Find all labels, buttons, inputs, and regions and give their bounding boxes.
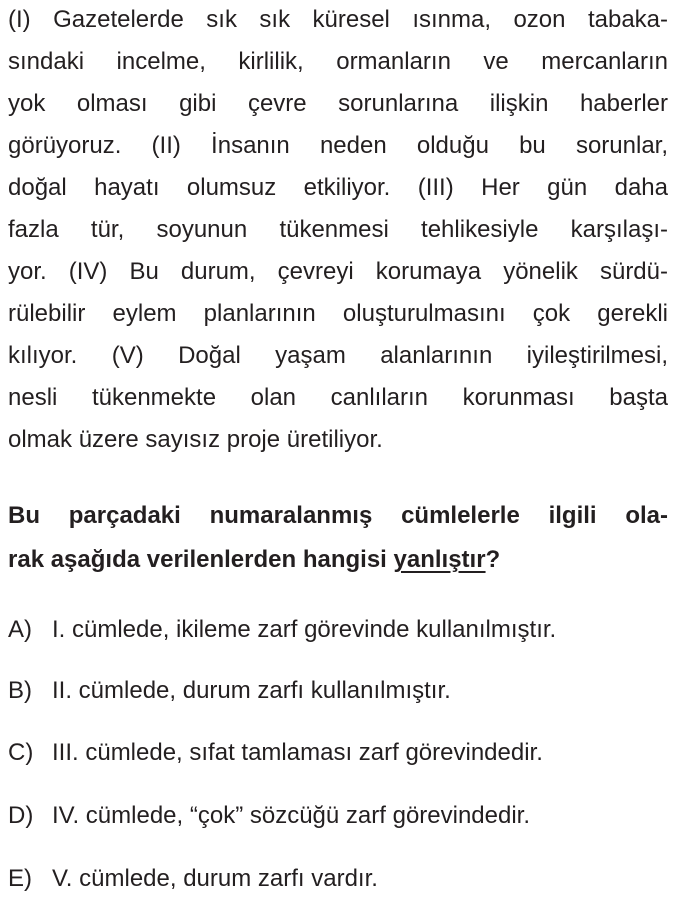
option-text: II. cümlede, durum zarfı kullanılmıştır. — [52, 677, 451, 704]
option-letter: E) — [8, 865, 32, 892]
question-text: rak aşağıda verilenlerden hangisi — [8, 546, 394, 573]
option-letter: D) — [8, 802, 34, 829]
passage-line: yor. (IV) Bu durum, çevreyi korumaya yönelik sürdü- — [8, 258, 668, 285]
passage-line: sındaki incelme, kirlilik, ormanların ve mercanların — [8, 48, 668, 75]
passage-line: görüyoruz. (II) İnsanın neden olduğu bu sorunlar, — [8, 132, 668, 159]
question-line — [8, 546, 668, 574]
option-text: I. cümlede, ikileme zarf görevinde kullanılmıştır. — [52, 616, 557, 643]
option-d[interactable] — [8, 802, 530, 830]
question-emphasis: yanlıştır — [393, 546, 486, 573]
passage-line: kılıyor. (V) Doğal yaşam alanlarının iyileştirilmesi, — [8, 342, 668, 369]
option-a[interactable] — [8, 616, 556, 644]
option-c[interactable] — [8, 739, 543, 767]
passage-line: (I) Gazetelerde sık sık küresel ısınma, ozon tabaka- — [8, 6, 668, 33]
passage-line: rülebilir eylem planlarının oluşturulmasını çok gerekli — [8, 300, 668, 327]
option-b[interactable] — [8, 677, 451, 705]
passage-line: doğal hayatı olumsuz etkiliyor. (III) Her gün daha — [8, 174, 668, 201]
passage-line: olmak üzere sayısız proje üretiliyor. — [8, 426, 383, 453]
question-line: Bu parçadaki numaralanmış cümlelerle ilgili ola- — [8, 502, 668, 529]
option-letter: B) — [8, 677, 32, 704]
option-letter: A) — [8, 616, 32, 643]
passage-line: yok olması gibi çevre sorunlarına ilişkin haberler — [8, 90, 668, 117]
option-text: III. cümlede, sıfat tamlaması zarf görevindedir. — [52, 739, 543, 766]
option-letter: C) — [8, 739, 34, 766]
passage-line: fazla tür, soyunun tükenmesi tehlikesiyle karşılaşı- — [8, 216, 668, 243]
option-text: IV. cümlede, “çok” sözcüğü zarf görevindedir. — [52, 802, 531, 829]
option-text: V. cümlede, durum zarfı vardır. — [52, 865, 378, 892]
option-e[interactable] — [8, 865, 378, 893]
question-mark: ? — [485, 546, 501, 573]
passage-line: nesli tükenmekte olan canlıların korunması başta — [8, 384, 668, 411]
